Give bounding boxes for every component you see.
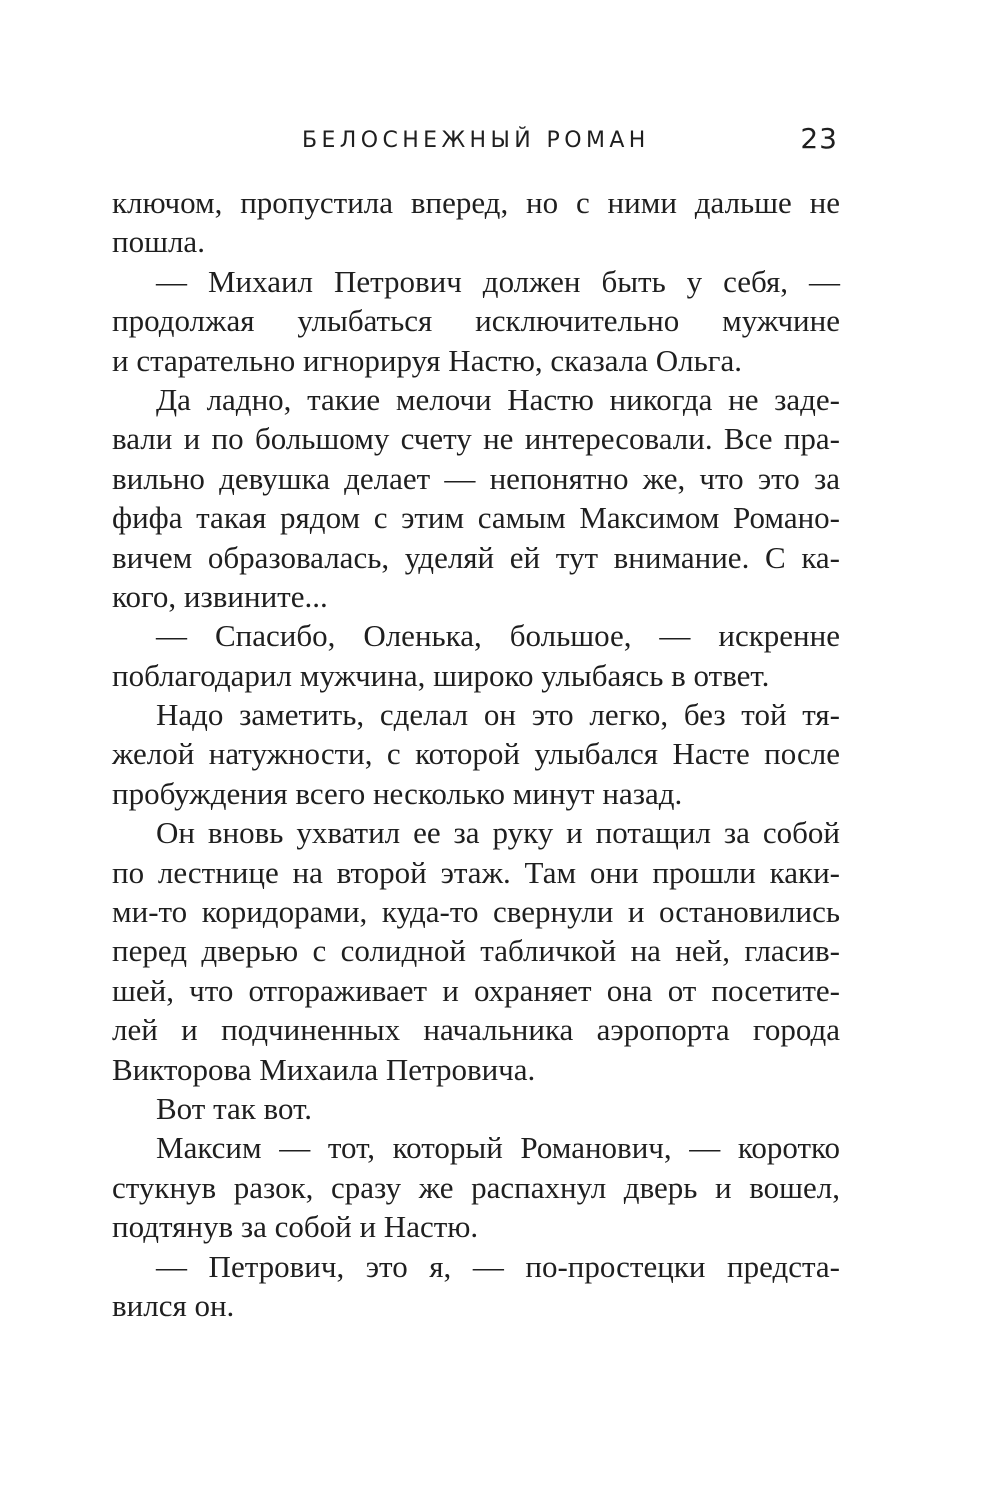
text-line: Вот так вот.: [156, 1090, 313, 1126]
text-line: вильно девушка делает — непонятно же, что это за: [112, 460, 840, 496]
text-line: Он вновь ухватил ее за руку и потащил за собой: [156, 815, 840, 851]
text-line: по лестнице на второй этаж. Там они прошли каки-: [112, 854, 840, 890]
text-line: лей и подчиненных начальника аэропорта города: [112, 1012, 840, 1048]
text-line: ключом, пропустила вперед, но с ними дальше не: [112, 185, 840, 220]
text-line: Максим — тот, который Романович, — коротко: [156, 1130, 840, 1166]
text-line: подтянув за собой и Настю.: [112, 1209, 479, 1245]
text-line: пошла.: [112, 224, 205, 260]
text-line: ми-то коридорами, куда-то свернули и остановились: [112, 894, 840, 930]
text-line: и старательно игнорируя Настю, сказала Ольга.: [112, 342, 743, 378]
text-line: продолжая улыбаться исключительно мужчине: [112, 303, 840, 339]
text-line: поблагодарил мужчина, широко улыбаясь в ответ.: [112, 657, 770, 693]
text-line: шей, что отгораживает и охраняет она от посетите-: [112, 972, 840, 1008]
page-number: 23: [800, 122, 838, 155]
text-line: вичем образовалась, уделяй ей тут внимание. С ка-: [112, 539, 840, 575]
text-line: пробуждения всего несколько минут назад.: [112, 775, 683, 811]
text-line: вился он.: [112, 1287, 235, 1323]
text-line: кого, извините...: [112, 578, 328, 614]
text-line: желой натужности, с которой улыбался Насте после: [112, 736, 840, 772]
text-line: Викторова Михаила Петровича.: [112, 1051, 536, 1087]
text-line: — Спасибо, Оленька, большое, — искренне: [156, 618, 840, 654]
text-line: вали и по большому счету не интересовали. Все пра-: [112, 421, 840, 457]
text-line: — Петрович, это я, — по-простецки предста-: [156, 1248, 840, 1284]
text-line: Надо заметить, сделал он это легко, без той тя-: [156, 697, 840, 733]
body-text: [112, 183, 840, 1325]
text-line: — Михаил Петрович должен быть у себя, —: [156, 263, 840, 299]
text-line: Да ладно, такие мелочи Настю никогда не заде-: [156, 381, 840, 417]
running-head-title: БЕЛОСНЕЖНЫЙ РОМАН: [302, 128, 650, 153]
text-line: стукнув разок, сразу же распахнул дверь и вошел,: [112, 1169, 840, 1205]
text-line: перед дверью с солидной табличкой на ней, гласив-: [112, 933, 840, 969]
text-line: фифа такая рядом с этим самым Максимом Романо-: [112, 500, 840, 536]
